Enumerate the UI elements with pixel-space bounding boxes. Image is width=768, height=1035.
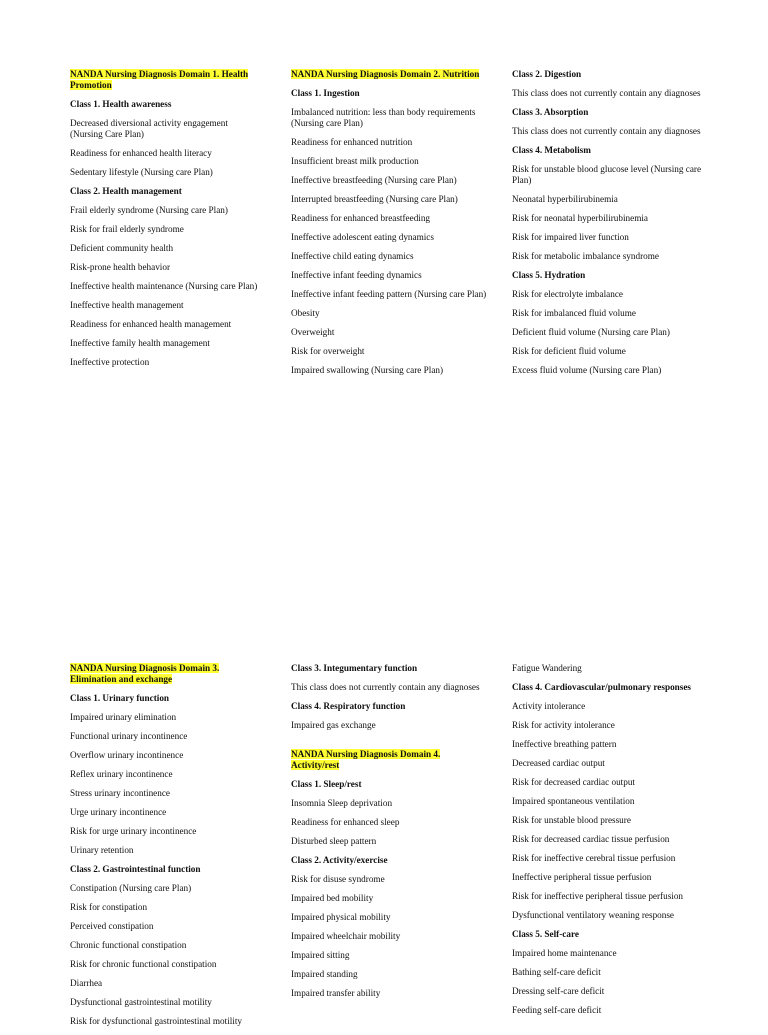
list-item [512,164,708,186]
list-item [512,194,708,205]
domain-heading: NANDA Nursing Diagnosis Domain 2. Nutrition [291,69,480,79]
list-item [291,893,487,904]
list-item [70,978,260,989]
list-item [70,663,260,685]
diagnosis-item: Risk for chronic functional constipation [70,959,217,969]
list-item [512,834,722,845]
list-item [70,281,260,292]
list-item [512,270,708,281]
list-item [291,874,487,885]
diagnosis-item: Dressing self-care deficit [512,986,605,996]
diagnosis-item: Chronic functional constipation [70,940,187,950]
list-item [291,749,487,771]
diagnosis-item: Risk for disuse syndrome [291,874,385,884]
list-item [291,88,487,99]
list-item [70,959,260,970]
diagnosis-item: Risk for neonatal hyperbilirubinemia [512,213,648,223]
diagnosis-item: Impaired swallowing (Nursing care Plan) [291,365,444,375]
section-spacer [291,739,487,749]
diagnosis-item: Deficient community health [70,243,174,253]
list-item [291,817,487,828]
list-item [291,137,487,148]
list-item [512,1005,722,1016]
list-item [291,156,487,167]
diagnosis-item: Ineffective infant feeding dynamics [291,270,422,280]
diagnosis-item: Dysfunctional ventilatory weaning response [512,910,675,920]
diagnosis-item: Impaired bed mobility [291,893,374,903]
diagnosis-item: Stress urinary incontinence [70,788,171,798]
domain-heading: NANDA Nursing Diagnosis Domain 4. Activity/rest [291,749,441,770]
list-item [291,969,487,980]
diagnosis-item: Risk for deficient fluid volume [512,346,626,356]
list-item [512,663,722,674]
diagnosis-item: Impaired home maintenance [512,948,617,958]
list-item [291,232,487,243]
diagnosis-item: Urge urinary incontinence [70,807,167,817]
diagnosis-item: Ineffective family health management [70,338,210,348]
list-item [291,175,487,186]
list-item [291,327,487,338]
diagnosis-item: Obesity [291,308,320,318]
class-heading: Class 2. Activity/exercise [291,855,388,865]
diagnosis-item: Perceived constipation [70,921,154,931]
list-item [512,145,708,156]
diagnosis-item: Ineffective adolescent eating dynamics [291,232,434,242]
list-item [70,99,260,110]
diagnosis-item: Excess fluid volume (Nursing care Plan) [512,365,662,375]
list-item [291,289,487,300]
list-item [291,365,487,376]
diagnosis-item: Overflow urinary incontinence [70,750,184,760]
diagnosis-item: Risk for overweight [291,346,365,356]
list-item [291,912,487,923]
list-item [70,750,260,761]
diagnosis-item: Ineffective infant feeding pattern (Nursing care Plan) [291,289,487,299]
list-item [70,243,260,254]
diagnosis-item: Risk for metabolic imbalance syndrome [512,251,659,261]
diagnosis-item: Frail elderly syndrome (Nursing care Plan) [70,205,228,215]
list-item [70,300,260,311]
diagnosis-item: Interrupted breastfeeding (Nursing care Plan) [291,194,458,204]
diagnosis-item: Risk-prone health behavior [70,262,171,272]
diagnosis-item: Readiness for enhanced health literacy [70,148,212,158]
list-item [291,988,487,999]
diagnosis-item: This class does not currently contain any diagnoses [512,126,701,136]
list-item [512,327,708,338]
list-item [512,758,722,769]
diagnosis-item: Risk for frail elderly syndrome [70,224,184,234]
diagnosis-item: Impaired spontaneous ventilation [512,796,635,806]
diagnosis-item: This class does not currently contain any diagnoses [512,88,701,98]
class-heading: Class 2. Digestion [512,69,582,79]
list-item [291,779,487,790]
class-heading: Class 4. Cardiovascular/pulmonary responses [512,682,692,692]
diagnosis-item: Overweight [291,327,335,337]
list-item [70,186,260,197]
list-item [70,205,260,216]
list-item [512,815,722,826]
diagnosis-item: Risk for unstable blood pressure [512,815,631,825]
list-item [512,126,708,137]
domain-heading: NANDA Nursing Diagnosis Domain 3. Elimination and exchange [70,663,220,684]
diagnosis-item: Risk for decreased cardiac output [512,777,635,787]
list-item [70,864,260,875]
list-item [291,251,487,262]
diagnosis-item: Risk for constipation [70,902,148,912]
list-item [70,262,260,273]
list-item [291,107,487,129]
diagnosis-item: Ineffective health maintenance (Nursing care Plan) [70,281,258,291]
list-item [512,853,722,864]
list-item [512,777,722,788]
diagnosis-item: Risk for urge urinary incontinence [70,826,197,836]
list-item [512,910,722,921]
page1-column-2 [291,69,487,384]
list-item [291,855,487,866]
list-item [70,902,260,913]
list-item [512,872,722,883]
list-item [512,929,722,940]
diagnosis-item: Disturbed sleep pattern [291,836,377,846]
list-item [291,308,487,319]
list-item [70,319,260,330]
list-item [70,769,260,780]
diagnosis-item: Risk for imbalanced fluid volume [512,308,637,318]
diagnosis-item: Impaired gas exchange [291,720,376,730]
list-item [70,357,260,368]
list-item [291,950,487,961]
list-item [512,107,708,118]
list-item [70,167,260,178]
list-item [291,682,487,693]
list-item [291,663,487,674]
diagnosis-item: Risk for ineffective peripheral tissue perfusion [512,891,684,901]
list-item [70,883,260,894]
diagnosis-item: Risk for activity intolerance [512,720,615,730]
diagnosis-item: Impaired standing [291,969,358,979]
diagnosis-item: Risk for unstable blood glucose level (Nursing care Plan) [512,164,702,185]
diagnosis-item: This class does not currently contain any diagnoses [291,682,480,692]
list-item [512,289,708,300]
diagnosis-item: Feeding self-care deficit [512,1005,602,1015]
diagnosis-item: Ineffective peripheral tissue perfusion [512,872,652,882]
class-heading: Class 2. Health management [70,186,182,196]
class-heading: Class 4. Metabolism [512,145,591,155]
list-item [512,251,708,262]
diagnosis-item: Dysfunctional gastrointestinal motility [70,997,212,1007]
class-heading: Class 1. Urinary function [70,693,170,703]
diagnosis-item: Risk for electrolyte imbalance [512,289,623,299]
list-item [70,997,260,1008]
diagnosis-item: Risk for impaired liver function [512,232,629,242]
list-item [512,88,708,99]
diagnosis-item: Impaired sitting [291,950,350,960]
diagnosis-item: Impaired transfer ability [291,988,381,998]
list-item [512,796,722,807]
list-item [512,308,708,319]
diagnosis-item: Risk for dysfunctional gastrointestinal motility [70,1016,242,1026]
list-item [70,148,260,159]
list-item [512,682,722,693]
list-item [70,118,260,140]
diagnosis-item: Deficient fluid volume (Nursing care Plan) [512,327,670,337]
list-item [512,365,708,376]
diagnosis-item: Impaired wheelchair mobility [291,931,401,941]
page2-column-1 [70,663,260,1035]
page2-column-3 [512,663,722,1024]
diagnosis-item: Impaired urinary elimination [70,712,177,722]
class-heading: Class 3. Integumentary function [291,663,418,673]
list-item [291,346,487,357]
class-heading: Class 4. Respiratory function [291,701,406,711]
diagnosis-item: Decreased cardiac output [512,758,605,768]
domain-heading: NANDA Nursing Diagnosis Domain 1. Health Promotion [70,69,249,90]
diagnosis-item: Constipation (Nursing care Plan) [70,883,192,893]
list-item [512,948,722,959]
page1-column-1 [70,69,260,376]
list-item [512,346,708,357]
list-item [512,891,722,902]
diagnosis-item: Risk for ineffective cerebral tissue perfusion [512,853,676,863]
diagnosis-item: Imbalanced nutrition: less than body requirements (Nursing care Plan) [291,107,476,128]
list-item [512,213,708,224]
diagnosis-item: Ineffective protection [70,357,150,367]
list-item [512,739,722,750]
diagnosis-item: Readiness for enhanced sleep [291,817,400,827]
list-item [512,986,722,997]
list-item [291,836,487,847]
list-item [70,788,260,799]
list-item [70,940,260,951]
diagnosis-item: Diarrhea [70,978,103,988]
list-item [70,693,260,704]
diagnosis-item: Readiness for enhanced breastfeeding [291,213,431,223]
list-item [70,1016,260,1027]
diagnosis-item: Ineffective breastfeeding (Nursing care Plan) [291,175,457,185]
diagnosis-item: Ineffective child eating dynamics [291,251,414,261]
list-item [291,701,487,712]
list-item [512,720,722,731]
list-item [70,807,260,818]
list-item [291,931,487,942]
diagnosis-item: Functional urinary incontinence [70,731,188,741]
class-heading: Class 5. Hydration [512,270,586,280]
list-item [291,798,487,809]
diagnosis-item: Urinary retention [70,845,134,855]
list-item [70,69,260,91]
list-item [512,967,722,978]
list-item [291,720,487,731]
class-heading: Class 1. Ingestion [291,88,360,98]
list-item [70,224,260,235]
list-item [291,69,487,80]
diagnosis-item: Sedentary lifestyle (Nursing care Plan) [70,167,213,177]
class-heading: Class 2. Gastrointestinal function [70,864,201,874]
class-heading: Class 1. Health awareness [70,99,172,109]
diagnosis-item: Risk for decreased cardiac tissue perfusion [512,834,670,844]
page1-column-3 [512,69,708,384]
list-item [512,701,722,712]
class-heading: Class 3. Absorption [512,107,589,117]
page2-column-2 [291,663,487,1007]
diagnosis-item: Neonatal hyperbilirubinemia [512,194,618,204]
list-item [70,712,260,723]
list-item [70,731,260,742]
diagnosis-item: Ineffective health management [70,300,184,310]
list-item [70,826,260,837]
list-item [70,921,260,932]
list-item [70,845,260,856]
list-item [70,338,260,349]
diagnosis-item: Fatigue Wandering [512,663,582,673]
class-heading: Class 1. Sleep/rest [291,779,362,789]
list-item [512,69,708,80]
diagnosis-item: Bathing self-care deficit [512,967,601,977]
diagnosis-item: Impaired physical mobility [291,912,391,922]
diagnosis-item: Insufficient breast milk production [291,156,419,166]
diagnosis-item: Decreased diversional activity engagement (Nursing Care Plan) [70,118,228,139]
list-item [512,232,708,243]
list-item [291,213,487,224]
list-item [291,270,487,281]
diagnosis-item: Reflex urinary incontinence [70,769,173,779]
class-heading: Class 5. Self-care [512,929,579,939]
diagnosis-item: Activity intolerance [512,701,586,711]
list-item [291,194,487,205]
diagnosis-item: Readiness for enhanced nutrition [291,137,413,147]
diagnosis-item: Ineffective breathing pattern [512,739,617,749]
diagnosis-item: Insomnia Sleep deprivation [291,798,393,808]
diagnosis-item: Readiness for enhanced health management [70,319,232,329]
